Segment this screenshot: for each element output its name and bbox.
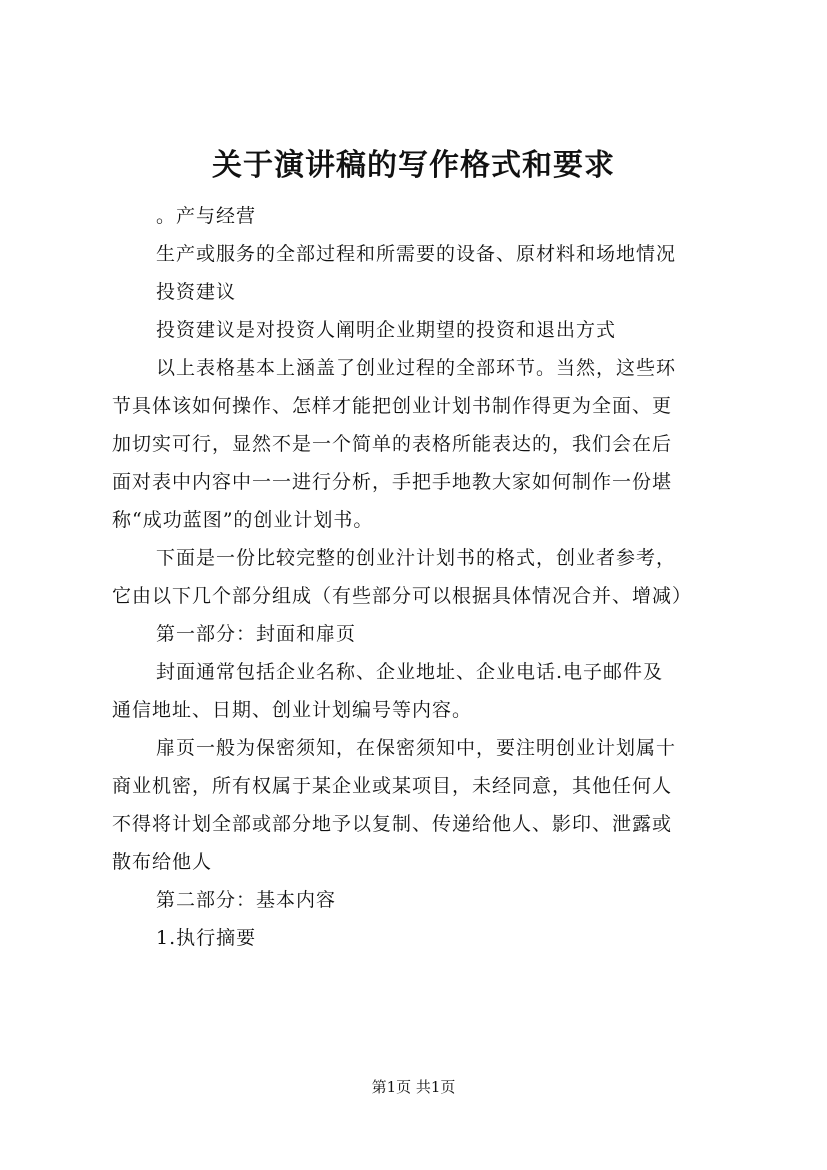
body-line: 不得将计划全部或部分地予以复制、传递给他人、影印、泄露或 [112, 813, 673, 835]
body-line: 封面通常包括企业名称、企业地址、企业电话.电子邮件及 [156, 661, 664, 683]
body-line: 散布给他人 [112, 851, 213, 873]
body-line: 以上表格基本上涵盖了创业过程的全部环节。当然，这些环 [156, 357, 677, 379]
body-line: 投资建议 [156, 281, 237, 303]
body-line: 扉页一般为保密须知，在保密须知中，要注明创业计划属十 [156, 737, 677, 759]
body-line: 商业机密，所有权属于某企业或某项目，未经同意，其他任何人 [112, 775, 673, 797]
document-body [112, 197, 722, 957]
body-line: 投资建议是对投资人阐明企业期望的投资和退出方式 [156, 319, 617, 341]
document-title: 关于演讲稿的写作格式和要求 [212, 148, 615, 183]
body-line: 面对表中内容中一一进行分析，手把手地教大家如何制作一份堪 [112, 471, 673, 493]
body-line: 。产与经营 [156, 205, 257, 227]
body-line: 通信地址、日期、创业计划编号等内容。 [112, 699, 473, 721]
body-line: 节具体该如何操作、怎样才能把创业计划书制作得更为全面、更 [112, 395, 673, 417]
body-line: 生产或服务的全部过程和所需要的设备、原材料和场地情况 [156, 243, 677, 265]
section-heading: 第二部分：基本内容 [156, 889, 337, 911]
body-line: 1.执行摘要 [156, 927, 257, 949]
body-line: 下面是一份比较完整的创业汁计划书的格式，创业者参考， [156, 547, 677, 569]
body-line: 加切实可行，显然不是一个简单的表格所能表达的，我们会在后 [112, 433, 673, 455]
section-heading: 第一部分：封面和扉页 [156, 623, 357, 645]
page-number-footer: 第1页 共1页 [371, 1078, 456, 1096]
body-line: 称“成功蓝图”的创业计划书。 [112, 509, 374, 531]
body-line: 它由以下几个部分组成（有些部分可以根据具体情况合并、增减） [112, 585, 693, 607]
